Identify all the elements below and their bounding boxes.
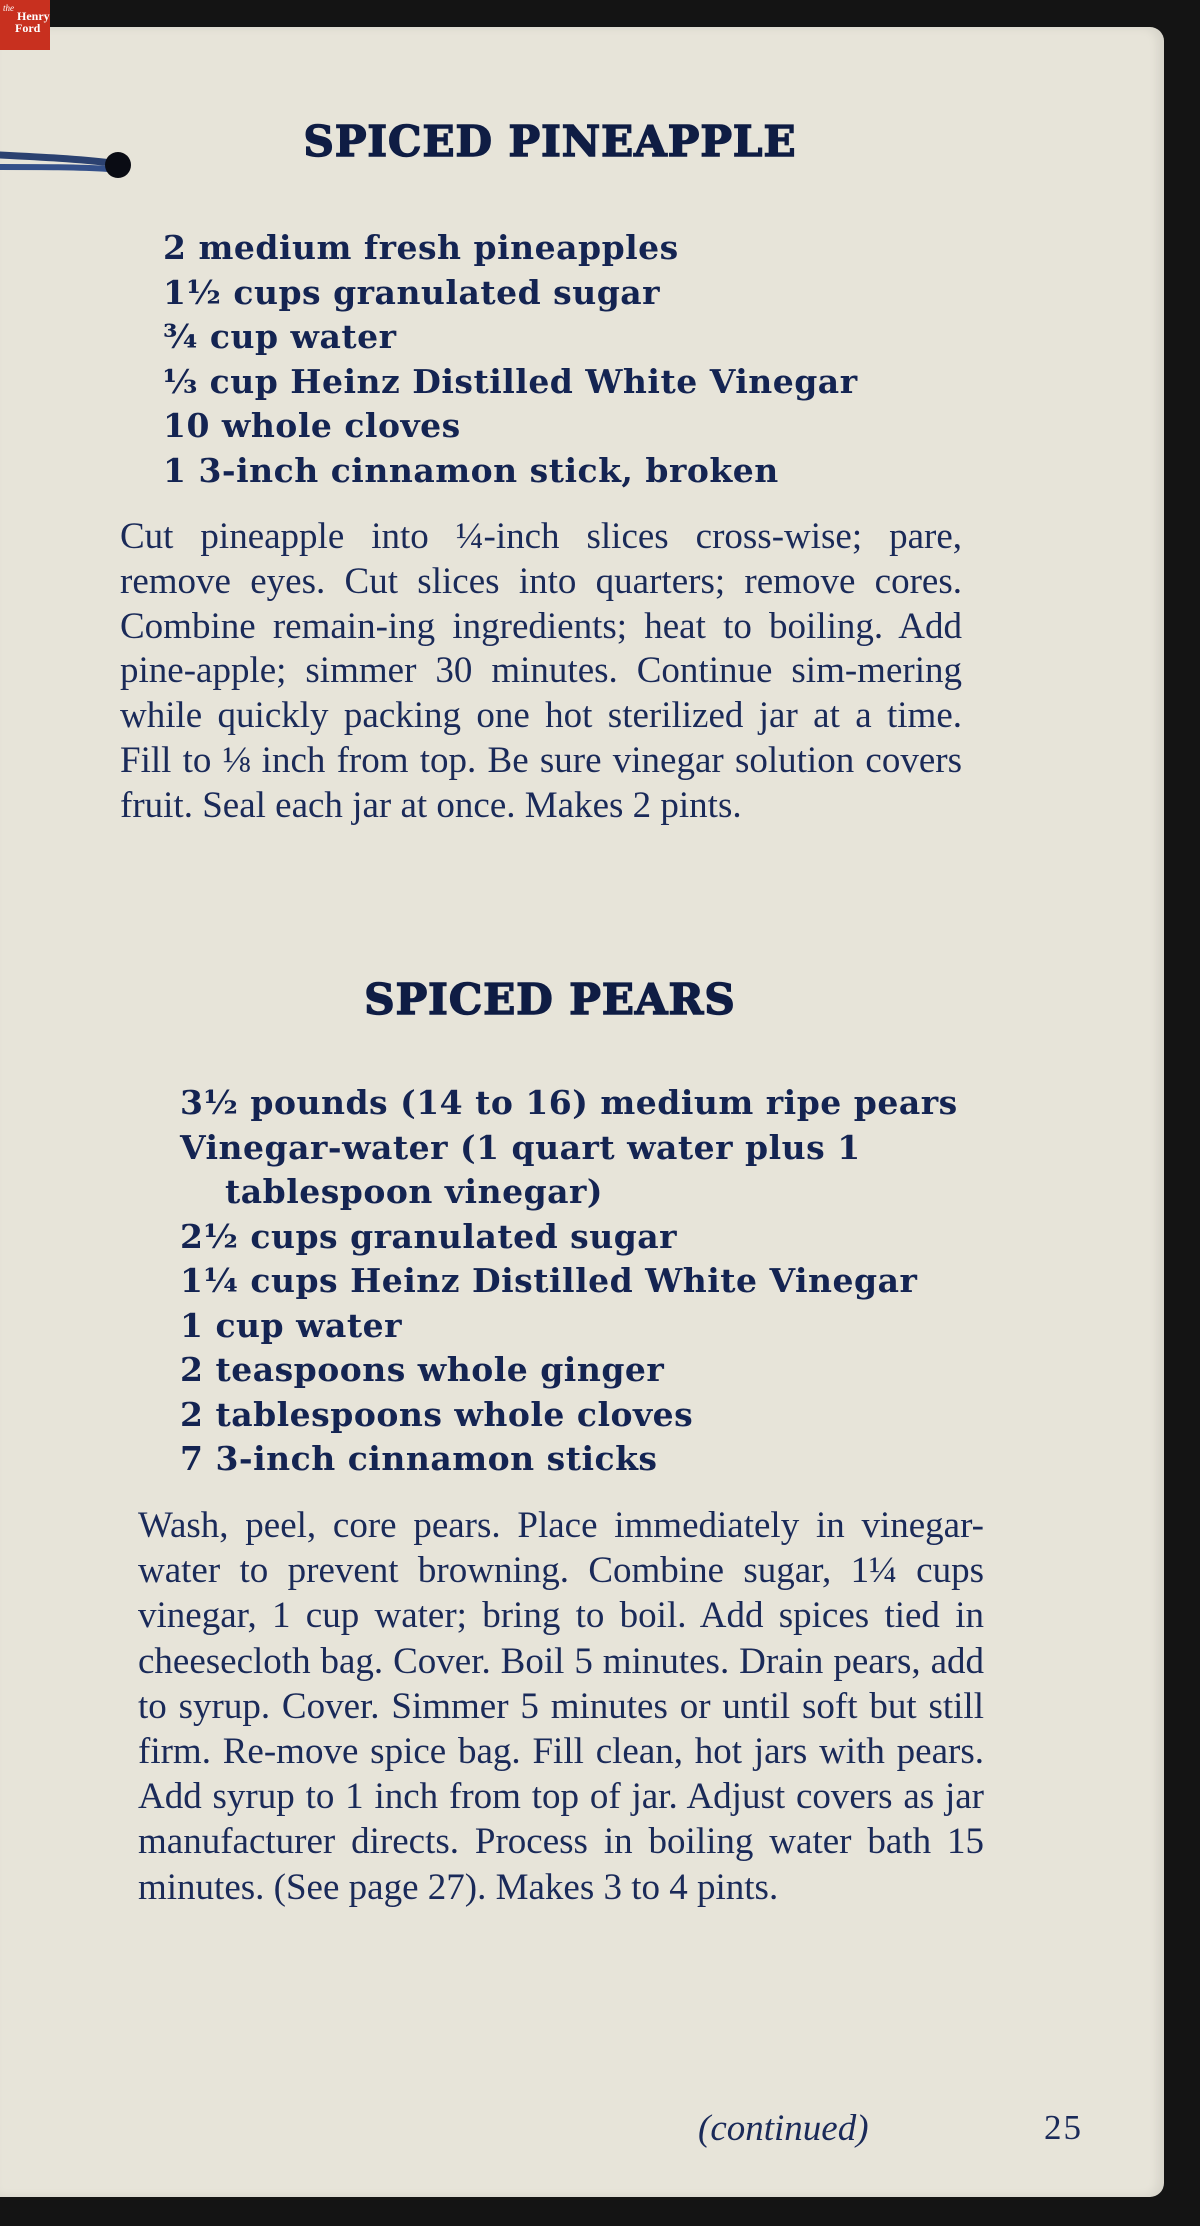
ingredient-item-continuation: tablespoon vinegar) (225, 1172, 604, 1211)
ingredient-item: ⅓ cup Heinz Distilled White Vinegar (163, 361, 858, 401)
ingredient-item: 10 whole cloves (163, 406, 461, 446)
ingredient-item: 1 cup water (180, 1305, 403, 1345)
ingredient-item: 1¼ cups Heinz Distilled White Vinegar (180, 1261, 918, 1300)
ingredient-item: 2½ cups granulated sugar (180, 1216, 678, 1256)
ingredient-item: 7 3-inch cinnamon sticks (180, 1439, 658, 1478)
ingredient-item: 3½ pounds (14 to 16) medium ripe pears (180, 1083, 958, 1122)
page-number: 25 (1044, 2108, 1083, 2147)
ingredient-item: 2 tablespoons whole cloves (180, 1394, 694, 1434)
ingredient-list-pears (180, 1081, 980, 1482)
ingredient-item: 1 3-inch cinnamon stick, broken (163, 450, 779, 490)
logo-line-1: the (3, 3, 14, 13)
ingredient-item: Vinegar-water (1 quart water plus 1 (180, 1127, 861, 1167)
continued-note: (continued) (698, 2108, 869, 2149)
directions-pears: Wash, peel, core pears. Place immediately in vinegar-water to prevent browning. Combine sugar, 1¼ cups vinegar, 1 cup water; bring to boil. Add spices tied in cheesecloth bag. Cover. Boil 5 minutes. Drain pears, add to syrup. Cover. Simmer 5 minutes or until soft but still firm. Re-move spice bag. Fill clean, hot jars with pears. Add syrup to 1 inch from top of jar. Adjust covers as jar manufacturer directs. Process in boiling water bath 15 minutes. (See page 27). Makes 3 to 4 pints. (138, 1505, 984, 1908)
logo-line-3: Ford (15, 21, 41, 35)
booklet-page (0, 27, 1164, 2197)
ingredient-list-pineapple (163, 226, 983, 494)
ingredient-item: 1½ cups granulated sugar (163, 272, 661, 312)
logo-line-2: Henry (17, 9, 50, 23)
ingredient-item: ¾ cup water (163, 317, 397, 357)
henry-ford-logo (0, 0, 50, 50)
recipe-title-spiced-pineapple: SPICED PINEAPPLE (303, 117, 797, 166)
directions-pineapple: Cut pineapple into ¼-inch slices cross-wise; pare, remove eyes. Cut slices into quarters; remove cores. Combine remain-ing ingredients; heat to boiling. Add pine-apple; simmer 30 minutes. Continue sim-mering while quickly packing one hot sterilized jar at a time. Fill to ⅛ inch from top. Be sure vinegar solution covers fruit. Seal each jar at once. Makes 2 pints. (120, 516, 962, 826)
recipe-title-spiced-pears: SPICED PEARS (364, 975, 736, 1024)
ingredient-item: 2 teaspoons whole ginger (180, 1350, 665, 1389)
ingredient-item: 2 medium fresh pineapples (163, 228, 679, 267)
